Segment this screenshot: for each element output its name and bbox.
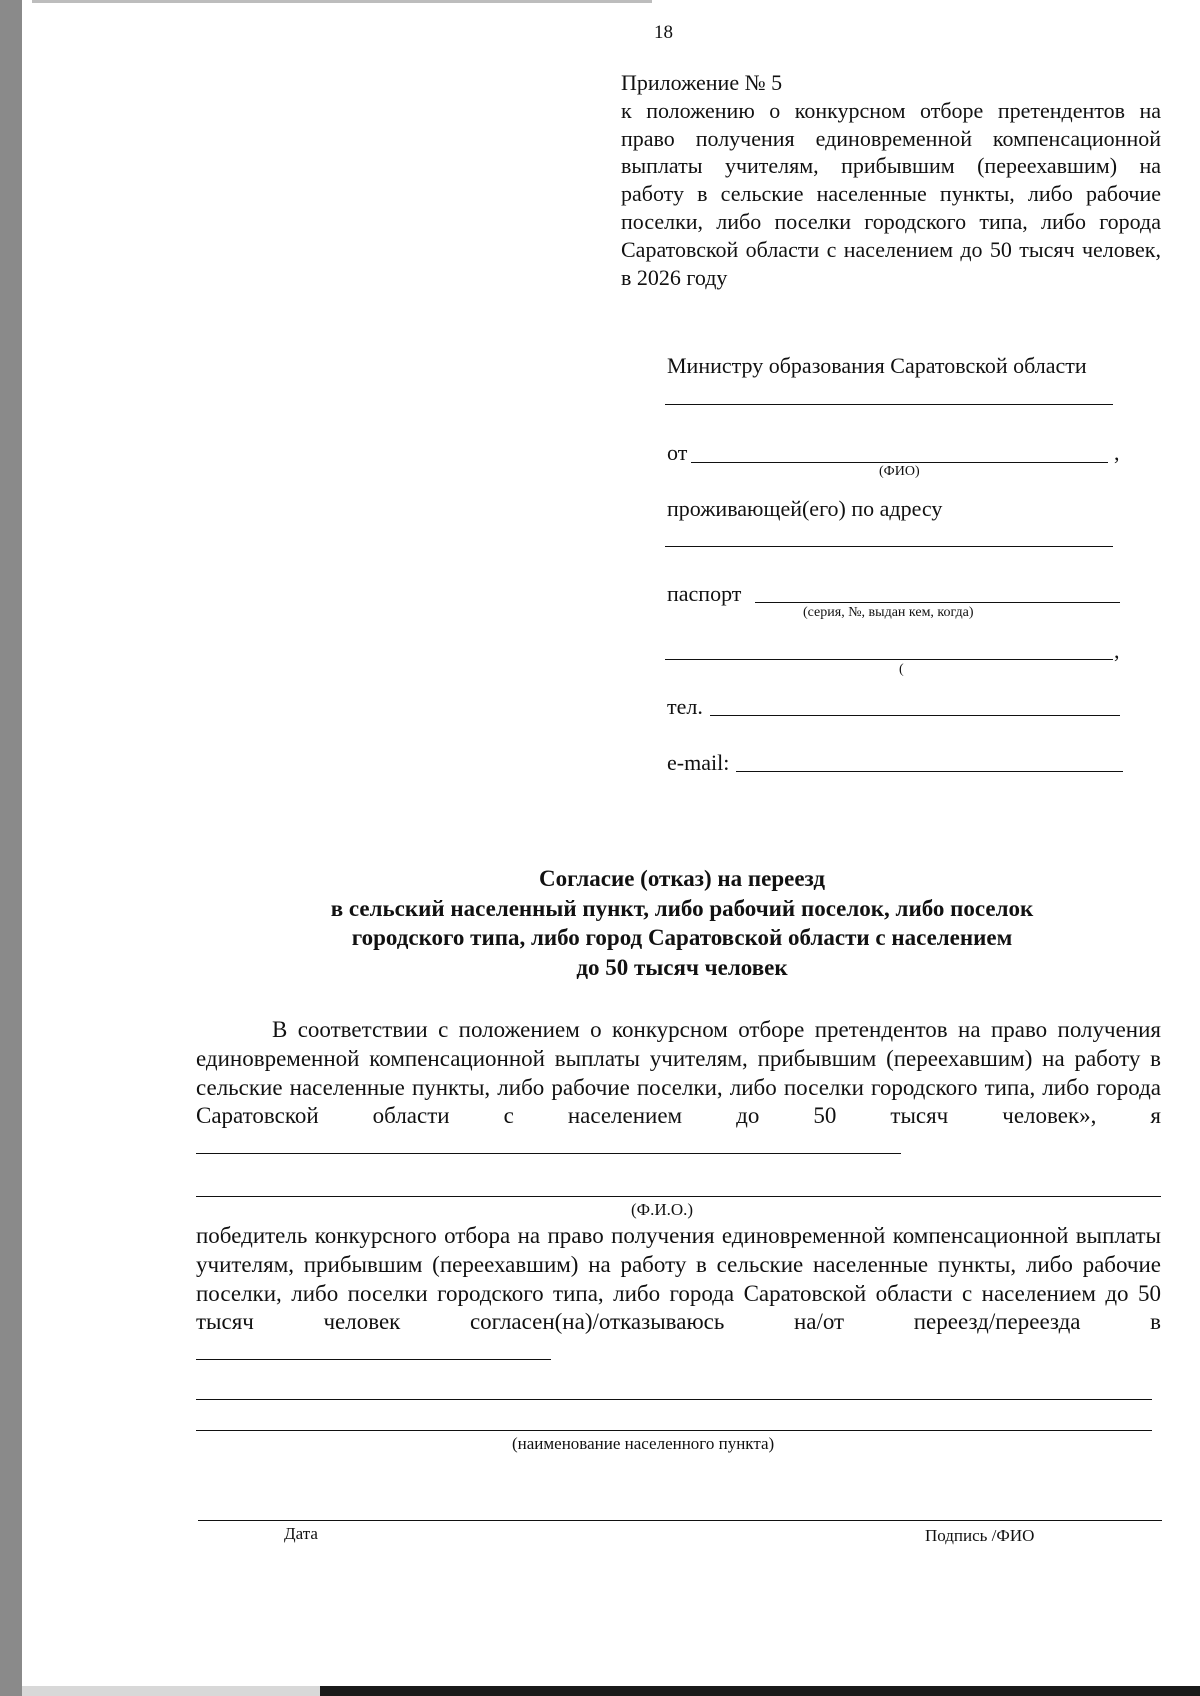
passport-caption: (серия, №, выдан кем, когда): [803, 605, 974, 620]
signature-label: Подпись /ФИО: [925, 1526, 1035, 1545]
settlement-line-3: [196, 1430, 1152, 1431]
scan-edge: [32, 0, 652, 3]
date-label: Дата: [284, 1524, 318, 1543]
scan-footer-light: [22, 1686, 320, 1696]
document-title: [222, 864, 1142, 982]
phone-line: [710, 715, 1120, 716]
passport-label: паспорт: [667, 581, 742, 606]
fio-line-2: [196, 1196, 1161, 1197]
fio-comma: ,: [1114, 440, 1120, 465]
paragraph-1-text: В соответствии с положением о конкурсном отборе претендентов на право получения единовременной компенсационной выплаты учителям, прибывшим (переехавшим) на работу в сельские населенные пункты, либо рабочие поселки, либо поселки городского типа, либо города Саратовской области с населением до 50 тысяч человек», я: [196, 1017, 1161, 1129]
appendix-header: [621, 69, 1161, 291]
paragraph-2-text: победитель конкурсного отбора на право получения единовременной компенсационной выплаты учителям, прибывшим (переехавшим) на работу в сельские населенные пункты, либо рабочие поселки, либо поселки городского типа, либо города Саратовской области с населением до 50 тысяч человек согласен(на)/отказываюсь на/от переезд/переезда в: [196, 1223, 1161, 1335]
scan-footer-dark: [320, 1686, 1200, 1696]
fio-caption: (ФИО): [879, 464, 920, 479]
appendix-text: к положению о конкурсном отборе претендентов на право получения единовременной компенсационной выплаты учителям, прибывшим (переехавшим) на работу в сельские населенные пункты, либо рабочие поселки, либо поселки городского типа, либо города Саратовской области с населением до 50 тысяч человек, в 2026 году: [621, 97, 1161, 290]
consent-paragraph-1: [196, 1016, 1161, 1162]
address-label: проживающей(его) по адресу: [667, 496, 943, 521]
phone-label: тел.: [667, 694, 703, 719]
passport-comma: ,: [1114, 638, 1120, 663]
passport-line-2: [665, 659, 1113, 660]
title-line-3: городского типа, либо город Саратовской области с населением: [351, 925, 1013, 950]
settlement-caption: (наименование населенного пункта): [512, 1434, 775, 1453]
email-line: [736, 771, 1123, 772]
paragraph-fio-caption: (Ф.И.О.): [631, 1200, 694, 1219]
fio-line: [691, 462, 1108, 463]
email-label: e-mail:: [667, 750, 730, 775]
appendix-title: Приложение № 5: [621, 70, 783, 95]
title-line-2: в сельский населенный пункт, либо рабочий поселок, либо поселок: [330, 895, 1034, 921]
settlement-fill-line: [196, 1337, 551, 1360]
signature-line: [198, 1520, 1162, 1521]
settlement-line-2: [196, 1399, 1152, 1400]
addressee-to: Министру образования Саратовской области: [667, 353, 1087, 378]
from-label: от: [667, 440, 688, 465]
page-number: 18: [654, 22, 673, 43]
paren-mark: (: [899, 662, 904, 677]
passport-line: [755, 602, 1120, 603]
fio-fill-line: [196, 1131, 901, 1154]
address-line: [665, 546, 1113, 547]
document-page: [22, 0, 1200, 1686]
title-line-1: Согласие (отказ) на переезд: [538, 866, 826, 891]
addressee-blank-line: [665, 404, 1113, 405]
consent-paragraph-2: [196, 1222, 1161, 1368]
title-line-4: до 50 тысяч человек: [576, 954, 788, 980]
